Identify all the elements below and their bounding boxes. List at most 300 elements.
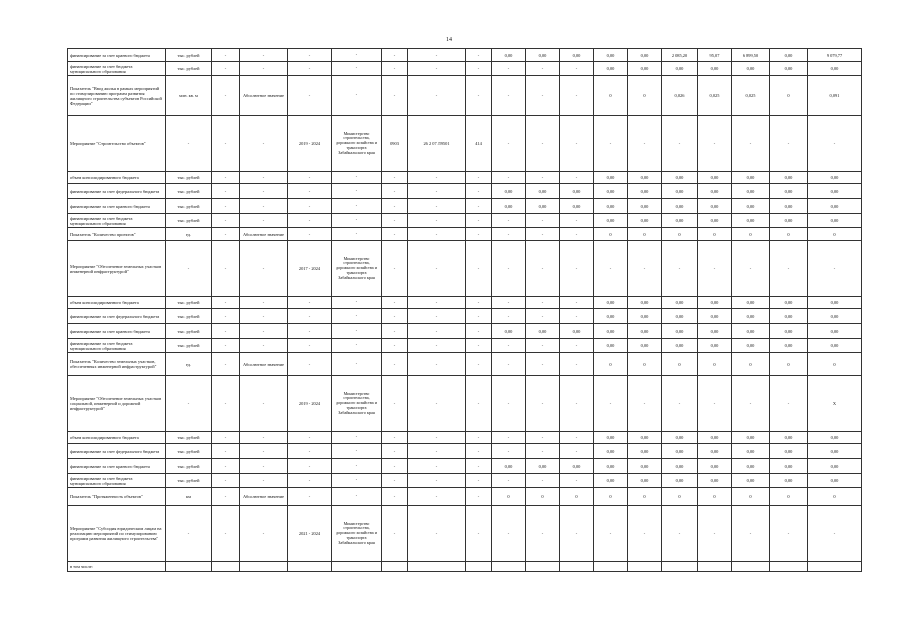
table-cell: - [770, 241, 808, 297]
table-cell: - [332, 324, 382, 339]
table-cell [594, 562, 628, 572]
table-cell: км [166, 488, 212, 506]
table-cell: - [212, 324, 240, 339]
table-cell: - [332, 76, 382, 116]
row-name-cell: финансирование за счет бюджета муниципального образования [68, 474, 166, 488]
table-cell: - [526, 297, 560, 309]
table-cell: - [466, 309, 492, 324]
table-cell: - [466, 228, 492, 241]
table-cell: - [240, 506, 288, 562]
table-cell: - [408, 49, 466, 62]
table-cell: 0,00 [732, 444, 770, 459]
table-cell: 0,00 [628, 184, 662, 199]
table-cell: 0,00 [628, 62, 662, 76]
table-cell: - [288, 228, 332, 241]
table-cell: - [560, 506, 594, 562]
table-cell: - [212, 339, 240, 353]
table-cell [560, 562, 594, 572]
table-cell: - [240, 199, 288, 214]
table-cell: - [560, 376, 594, 432]
table-row [68, 116, 862, 172]
table-cell: - [212, 116, 240, 172]
table-cell: - [212, 172, 240, 184]
table-cell: 0,00 [698, 309, 732, 324]
table-cell: 0,00 [492, 49, 526, 62]
table-cell: 0,00 [628, 432, 662, 444]
table-cell: - [628, 241, 662, 297]
table-cell: 414 [466, 116, 492, 172]
table-cell: 0,00 [732, 324, 770, 339]
table-cell: - [332, 432, 382, 444]
table-cell: тыс. рублей [166, 444, 212, 459]
table-cell: - [382, 376, 408, 432]
table-cell: - [466, 297, 492, 309]
table-cell: - [560, 62, 594, 76]
table-cell: - [466, 444, 492, 459]
row-name-cell: в том числе: [68, 562, 166, 572]
table-cell: млн. кв. м [166, 76, 212, 116]
table-cell: - [212, 184, 240, 199]
table-cell: - [240, 339, 288, 353]
table-cell: 0,00 [594, 309, 628, 324]
table-cell: 0,00 [732, 62, 770, 76]
table-cell: - [212, 228, 240, 241]
table-cell: - [492, 474, 526, 488]
table-cell: - [560, 241, 594, 297]
table-cell: 0,00 [526, 49, 560, 62]
table-cell: - [492, 444, 526, 459]
table-cell: 0 [594, 353, 628, 376]
table-cell: 0,00 [698, 199, 732, 214]
table-cell: - [288, 339, 332, 353]
table-cell: - [492, 62, 526, 76]
table-cell: - [288, 184, 332, 199]
table-cell: - [288, 214, 332, 228]
table-cell: 0,00 [770, 459, 808, 474]
table-cell: 0,00 [594, 199, 628, 214]
table-cell: - [288, 353, 332, 376]
table-cell: - [466, 376, 492, 432]
table-cell: 0,00 [698, 444, 732, 459]
table-cell: - [408, 488, 466, 506]
table-cell: 2 085,20 [662, 49, 698, 62]
table-cell: 95,07 [698, 49, 732, 62]
table-cell [240, 562, 288, 572]
table-cell: Министерство строительства, дорожного хозяйства и транспорта Забайкальского края [332, 241, 382, 297]
table-cell [332, 562, 382, 572]
table-cell: 0 [526, 488, 560, 506]
table-cell: - [662, 241, 698, 297]
table-cell: - [526, 506, 560, 562]
table-cell: - [288, 459, 332, 474]
row-name-cell: Мероприятие "Обеспечение земельных участков социальной, инженерной и дорожной инфраструктурой" [68, 376, 166, 432]
table-cell: - [466, 241, 492, 297]
table-cell: - [382, 214, 408, 228]
table-row [68, 62, 862, 76]
table-cell: - [382, 309, 408, 324]
table-cell: 0 [770, 228, 808, 241]
table-cell: 2019 - 2024 [288, 116, 332, 172]
table-cell: 0,00 [808, 309, 862, 324]
table-cell: - [732, 506, 770, 562]
table-cell: - [408, 432, 466, 444]
table-cell: - [628, 376, 662, 432]
table-cell: - [382, 49, 408, 62]
table-cell: - [382, 339, 408, 353]
table-cell: - [628, 116, 662, 172]
table-cell: - [526, 339, 560, 353]
table-cell: ед. [166, 353, 212, 376]
table-cell: - [382, 444, 408, 459]
table-cell [166, 562, 212, 572]
table-cell: 0 [732, 228, 770, 241]
table-cell: - [382, 241, 408, 297]
table-cell: тыс. рублей [166, 339, 212, 353]
table-cell: - [808, 506, 862, 562]
table-cell: - [698, 376, 732, 432]
table-cell: 0,00 [808, 199, 862, 214]
page-number: 14 [446, 37, 452, 43]
table-cell: - [466, 184, 492, 199]
table-cell: - [492, 214, 526, 228]
table-cell: 26 2 07 Л9501 [408, 116, 466, 172]
table-cell: 0,00 [698, 297, 732, 309]
table-cell: - [770, 376, 808, 432]
table-cell [382, 562, 408, 572]
row-name-cell: финансирование за счет бюджета муниципального образования [68, 214, 166, 228]
table-row [68, 214, 862, 228]
table-cell: - [212, 459, 240, 474]
table-cell: 0,00 [770, 214, 808, 228]
table-cell: - [288, 488, 332, 506]
table-cell: - [332, 199, 382, 214]
table-cell: 0,00 [594, 459, 628, 474]
table-cell: 0,00 [594, 172, 628, 184]
row-name-cell: Мероприятие "Строительство объектов" [68, 116, 166, 172]
table-cell: - [492, 76, 526, 116]
table-cell: 0,00 [732, 297, 770, 309]
table-cell: 0 [662, 228, 698, 241]
table-cell: 2017 - 2024 [288, 241, 332, 297]
table-row [68, 228, 862, 241]
table-cell: Абсолютное значение [240, 76, 288, 116]
table-cell: - [466, 199, 492, 214]
table-cell: - [288, 432, 332, 444]
table-cell: - [332, 184, 382, 199]
table-cell: - [466, 214, 492, 228]
table-cell: - [408, 339, 466, 353]
table-cell: - [492, 241, 526, 297]
table-cell: 0 [560, 488, 594, 506]
table-cell: - [240, 432, 288, 444]
table-cell: 0 [662, 353, 698, 376]
row-name-cell: финансирование за счет федерального бюджета [68, 184, 166, 199]
table-cell: 0,00 [662, 297, 698, 309]
table-cell: 0,00 [594, 184, 628, 199]
table-cell: - [560, 228, 594, 241]
table-cell: - [526, 116, 560, 172]
table-cell: - [408, 324, 466, 339]
table-row [68, 49, 862, 62]
table-cell: - [732, 376, 770, 432]
table-cell: - [288, 297, 332, 309]
row-name-cell: Показатель "Количество земельных участков, обеспеченных инженерной инфраструктурой" [68, 353, 166, 376]
table-row [68, 184, 862, 199]
table-row [68, 562, 862, 572]
table-cell: 0,00 [662, 62, 698, 76]
table-cell: - [332, 459, 382, 474]
table-cell: 0,00 [662, 324, 698, 339]
table-cell: - [212, 62, 240, 76]
table-cell: - [332, 297, 382, 309]
table-cell: тыс. рублей [166, 432, 212, 444]
table-cell [288, 562, 332, 572]
table-cell: 0,00 [594, 214, 628, 228]
table-cell: - [332, 172, 382, 184]
table-cell: 2021 - 2024 [288, 506, 332, 562]
row-name-cell: финансирование за счет краевого бюджета [68, 324, 166, 339]
table-cell: 0,00 [594, 432, 628, 444]
table-cell [492, 562, 526, 572]
table-cell: - [526, 76, 560, 116]
table-cell: тыс. рублей [166, 474, 212, 488]
table-cell: 0,00 [662, 339, 698, 353]
table-cell: 0,00 [770, 324, 808, 339]
table-cell: 0 [594, 76, 628, 116]
table-cell: - [332, 214, 382, 228]
table-cell: 0,00 [808, 214, 862, 228]
table-cell: - [382, 228, 408, 241]
table-cell: тыс. рублей [166, 62, 212, 76]
row-name-cell: Показатель "Ввод жилья в рамках мероприятий по стимулированию программ развития жилищного строительства субъектов Российской Федерации" [68, 76, 166, 116]
table-cell: 0,00 [492, 199, 526, 214]
table-cell: - [382, 474, 408, 488]
table-cell: - [594, 506, 628, 562]
table-cell: - [594, 241, 628, 297]
table-cell: 0,00 [526, 324, 560, 339]
table-cell: 0,00 [662, 309, 698, 324]
table-cell: - [288, 309, 332, 324]
table-row [68, 309, 862, 324]
table-cell: - [466, 324, 492, 339]
table-cell: 0,00 [770, 474, 808, 488]
table-cell: - [560, 116, 594, 172]
table-cell: - [166, 241, 212, 297]
table-cell: - [466, 62, 492, 76]
table-cell: 0,00 [732, 459, 770, 474]
table-cell: 0,00 [770, 444, 808, 459]
table-cell: - [526, 241, 560, 297]
table-cell: - [408, 297, 466, 309]
table-cell: - [240, 324, 288, 339]
table-cell: - [560, 309, 594, 324]
table-cell: - [212, 444, 240, 459]
table-cell: тыс. рублей [166, 199, 212, 214]
table-cell: - [332, 49, 382, 62]
table-cell: - [166, 506, 212, 562]
table-cell: тыс. рублей [166, 49, 212, 62]
table-cell: - [408, 241, 466, 297]
table-cell: тыс. рублей [166, 459, 212, 474]
row-name-cell: Показатель "Протяженность объектов" [68, 488, 166, 506]
table-cell: - [212, 49, 240, 62]
table-cell: 0,00 [628, 459, 662, 474]
table-cell: тыс. рублей [166, 324, 212, 339]
table-cell: - [560, 474, 594, 488]
table-cell: 0,00 [594, 297, 628, 309]
row-name-cell: финансирование за счет краевого бюджета [68, 459, 166, 474]
table-cell: Х [808, 376, 862, 432]
table-cell: - [212, 76, 240, 116]
table-cell: 0 [492, 488, 526, 506]
table-cell: - [382, 297, 408, 309]
table-cell: - [466, 432, 492, 444]
table-cell: - [240, 116, 288, 172]
table-cell: 0 [808, 488, 862, 506]
table-cell: 0,00 [594, 444, 628, 459]
table-cell: - [382, 172, 408, 184]
table-cell: - [492, 432, 526, 444]
table-row [68, 324, 862, 339]
table-cell: - [492, 297, 526, 309]
table-cell: тыс. рублей [166, 172, 212, 184]
table-cell: 0,025 [732, 76, 770, 116]
table-cell: 0,00 [770, 309, 808, 324]
table-cell: 0,00 [628, 474, 662, 488]
table-cell: Абсолютное значение [240, 353, 288, 376]
table-cell: 0,00 [808, 432, 862, 444]
table-cell: - [526, 309, 560, 324]
table-cell: 0,00 [560, 199, 594, 214]
table-cell: - [288, 199, 332, 214]
row-name-cell: объем консолидированного бюджета [68, 172, 166, 184]
table-cell: 0,00 [698, 214, 732, 228]
table-cell: 0,00 [492, 459, 526, 474]
table-cell: - [770, 116, 808, 172]
table-row [68, 199, 862, 214]
table-cell: 0,00 [526, 459, 560, 474]
table-cell: - [560, 76, 594, 116]
table-cell: - [492, 228, 526, 241]
table-cell: 0,00 [662, 214, 698, 228]
table-cell: - [288, 76, 332, 116]
table-cell: - [382, 76, 408, 116]
table-cell [732, 562, 770, 572]
table-cell: - [382, 488, 408, 506]
table-cell: 0,00 [560, 184, 594, 199]
table-cell: - [698, 241, 732, 297]
table-cell: 0,00 [628, 214, 662, 228]
table-cell: - [492, 309, 526, 324]
table-cell: - [212, 297, 240, 309]
table-cell: 0,00 [662, 459, 698, 474]
table-cell: - [526, 353, 560, 376]
table-row [68, 339, 862, 353]
table-cell: - [466, 339, 492, 353]
table-cell: - [332, 444, 382, 459]
table-cell: - [212, 432, 240, 444]
table-cell: - [240, 214, 288, 228]
table-cell: - [212, 199, 240, 214]
table-cell: - [408, 76, 466, 116]
table-cell: - [408, 172, 466, 184]
table-cell: 0 [808, 353, 862, 376]
table-cell: - [240, 376, 288, 432]
table-cell: - [408, 309, 466, 324]
table-cell: - [332, 488, 382, 506]
table-row [68, 241, 862, 297]
table-cell: 0 [770, 353, 808, 376]
table-cell: 0,00 [770, 184, 808, 199]
table-cell: 0,00 [698, 184, 732, 199]
table-cell: - [466, 172, 492, 184]
table-cell: - [382, 432, 408, 444]
table-cell: 0,00 [662, 444, 698, 459]
table-cell: - [594, 116, 628, 172]
table-cell: 0,00 [698, 459, 732, 474]
table-cell: - [382, 506, 408, 562]
table-cell: 0,00 [808, 297, 862, 309]
table-cell: 0,00 [732, 309, 770, 324]
table-row [68, 353, 862, 376]
table-cell: 0,00 [808, 444, 862, 459]
table-cell: 0 [698, 228, 732, 241]
table-cell: - [382, 199, 408, 214]
row-name-cell: Мероприятие "Обеспечение земельных участков инженерной инфраструктурой" [68, 241, 166, 297]
table-cell: - [770, 506, 808, 562]
table-row [68, 376, 862, 432]
table-cell: 0 [662, 488, 698, 506]
table-cell [408, 562, 466, 572]
table-cell: - [240, 172, 288, 184]
table-cell: - [560, 214, 594, 228]
table-cell: 0,00 [732, 474, 770, 488]
table-cell: 0,00 [628, 309, 662, 324]
table-cell: - [560, 444, 594, 459]
table-cell: ед. [166, 228, 212, 241]
table-cell: - [408, 444, 466, 459]
table-cell: - [212, 376, 240, 432]
table-cell: - [408, 199, 466, 214]
table-row [68, 506, 862, 562]
table-cell: 2019 - 2024 [288, 376, 332, 432]
table-cell: 0,00 [770, 199, 808, 214]
table-cell [212, 562, 240, 572]
table-cell: 0903 [382, 116, 408, 172]
table-cell: 0,00 [732, 214, 770, 228]
table-cell: - [560, 172, 594, 184]
table-cell: 6 899,50 [732, 49, 770, 62]
table-cell: - [408, 506, 466, 562]
table-cell [808, 562, 862, 572]
row-name-cell: Показатель "Количество проектов" [68, 228, 166, 241]
table-cell: 0,00 [698, 172, 732, 184]
table-cell: - [382, 459, 408, 474]
table-cell: 0,00 [560, 324, 594, 339]
table-cell: - [166, 376, 212, 432]
table-cell: 0 [628, 353, 662, 376]
table-cell: - [240, 297, 288, 309]
table-cell: 0,00 [698, 324, 732, 339]
table-cell: - [466, 49, 492, 62]
table-cell: - [492, 172, 526, 184]
table-cell: - [526, 444, 560, 459]
table-cell: - [212, 214, 240, 228]
table-cell: 0,00 [662, 432, 698, 444]
table-cell: 0,00 [594, 324, 628, 339]
table-cell: 0,00 [628, 199, 662, 214]
table-cell: - [382, 324, 408, 339]
